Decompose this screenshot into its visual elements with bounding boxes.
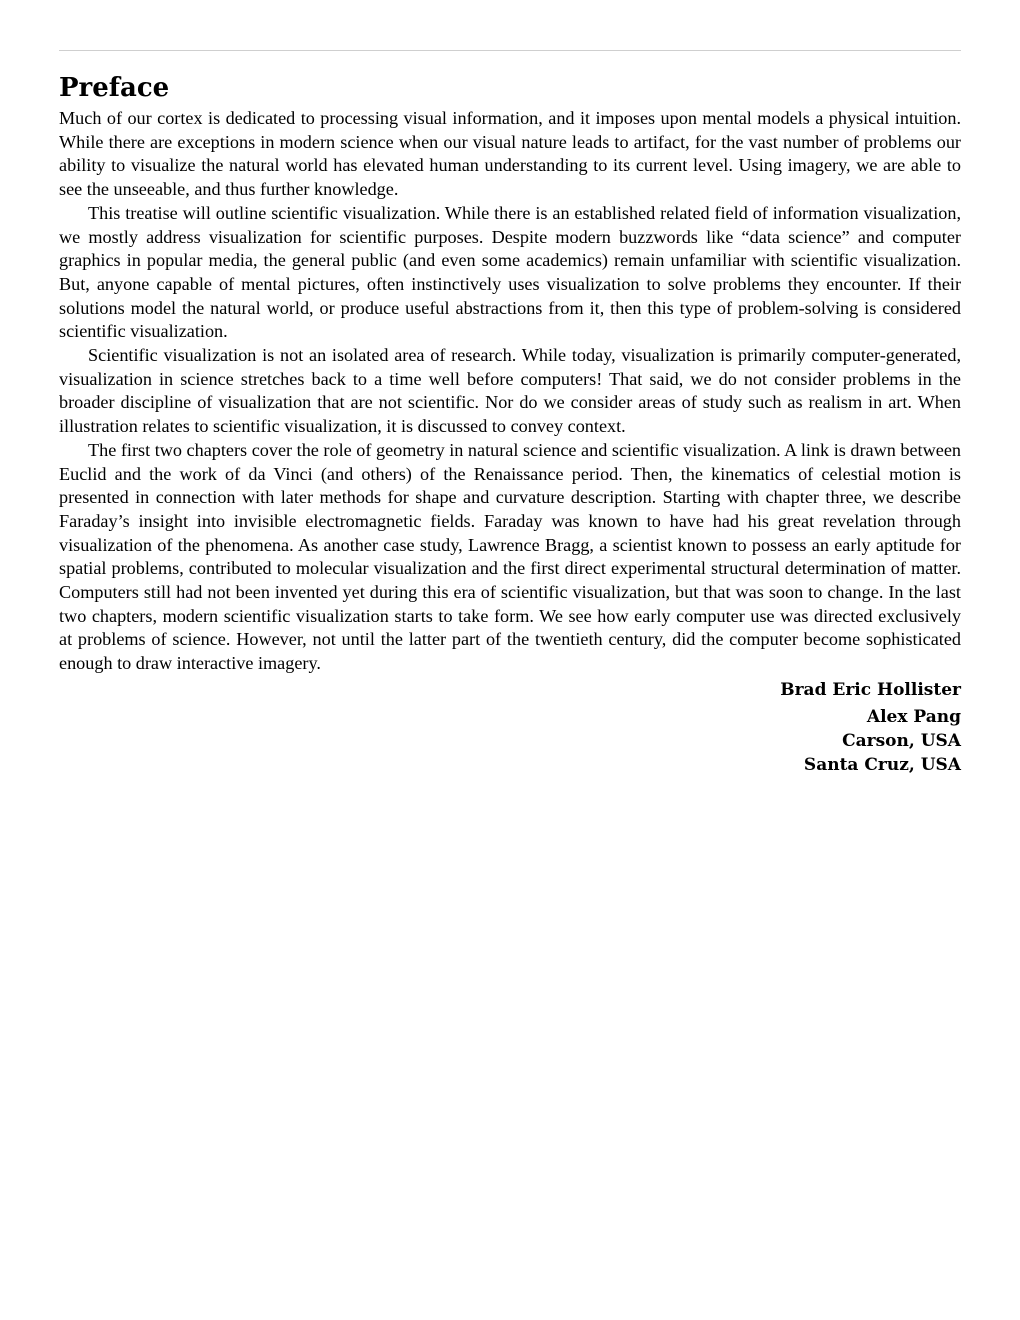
page-title: Preface	[59, 73, 170, 103]
paragraph-2: This treatise will outline scientific visualization. While there is an established related field of information visualization, we mostly address visualization for scientific purposes. Despite modern buzzwords like “data science” and computer graphics in popular media, the general public (and even some academics) remain unfamiliar with scientific visualization. But, anyone capable of mental pictures, often instinctively uses visualization to solve problems they encounter. If their solutions model the natural world, or produce useful abstractions from it, then this type of problem-solving is considered scientific visualization.	[59, 202, 961, 342]
author-location-2: Santa Cruz, USA	[803, 754, 961, 775]
signature-block	[59, 678, 961, 777]
top-rule	[59, 50, 961, 51]
author-name-1: Brad Eric Hollister	[780, 679, 961, 700]
author-name-2: Alex Pang	[866, 706, 961, 727]
preface-body	[59, 107, 961, 676]
paragraph-1: Much of our cortex is dedicated to processing visual information, and it imposes upon mental models a physical intuition. While there are exceptions in modern science when our visual nature leads to artifact, for the vast number of problems our ability to visualize the natural world has elevated human understanding to its current level. Using imagery, we are able to see the unseeable, and thus further knowledge.	[59, 108, 961, 200]
paragraph-4: The first two chapters cover the role of geometry in natural science and scientific visualization. A link is drawn between Euclid and the work of da Vinci (and others) of the Renaissance period. Then, the kinematics of celestial motion is presented in connection with later methods for shape and curvature description. Starting with chapter three, we describe Faraday’s insight into invisible electromagnetic fields. Faraday was known to have had his great revelation through visualization of the phenomena. As another case study, Lawrence Bragg, a scientist known to possess an early aptitude for spatial problems, contributed to molecular visualization and the first direct experimental structural determination of matter. Computers still had not been invented yet during this era of scientific visualization, but that was soon to change. In the last two chapters, modern scientific visualization starts to take form. We see how early computer use was directed exclusively at problems of science. However, not until the latter part of the twentieth century, did the computer become sophisticated enough to draw interactive imagery.	[59, 439, 961, 674]
paragraph-3: Scientific visualization is not an isolated area of research. While today, visualization is primarily computer-generated, visualization in science stretches back to a time well before computers! That said, we do not consider problems in the broader discipline of visualization that are not scientific. Nor do we consider areas of study such as realism in art. When illustration relates to scientific visualization, it is discussed to convey context.	[59, 345, 961, 437]
author-location-1: Carson, USA	[842, 730, 961, 751]
preface-page	[59, 50, 961, 777]
